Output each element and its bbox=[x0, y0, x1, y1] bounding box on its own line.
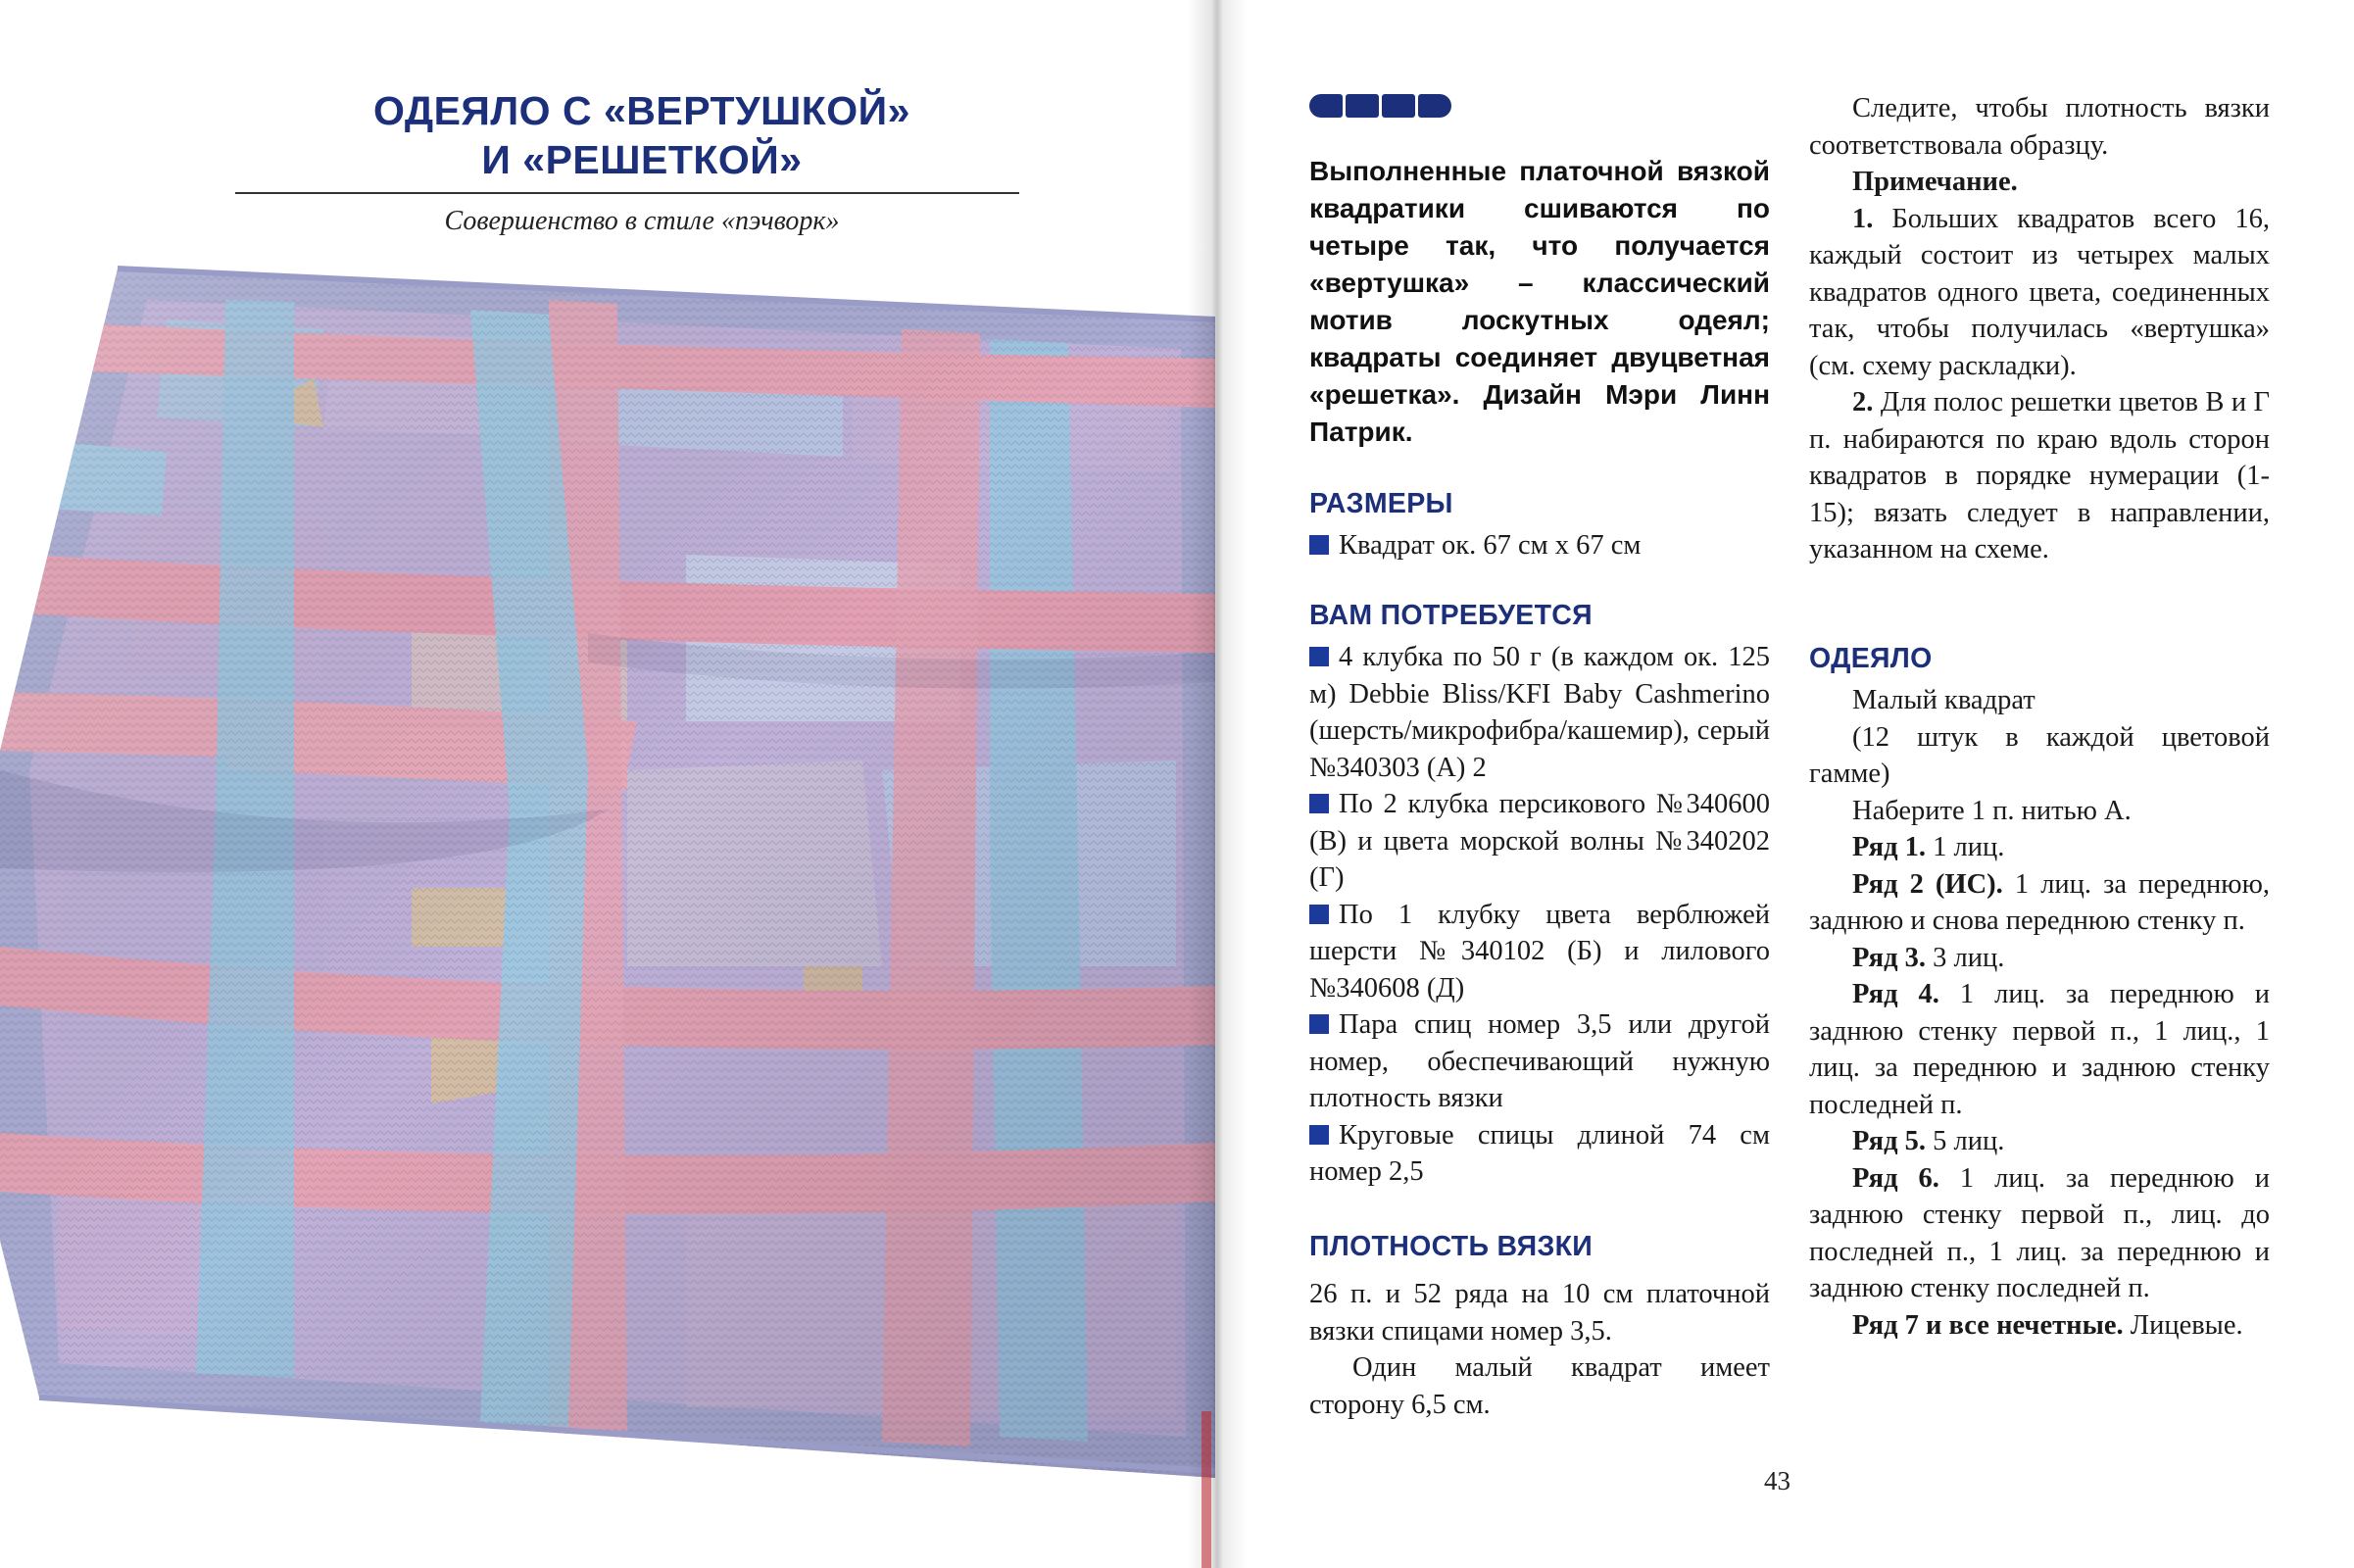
bullet-square-icon bbox=[1309, 647, 1329, 666]
title-rule bbox=[235, 192, 1019, 194]
article-subtitle: Совершенство в стиле «пэчворк» bbox=[444, 206, 840, 236]
gauge-paragraph-1: 26 п. и 52 ряда на 10 см платочной вязки спицами номер 3,5. bbox=[1309, 1279, 1770, 1347]
materials-heading: ВАМ ПОТРЕБУЕТСЯ bbox=[1309, 600, 1593, 631]
row-1: Ряд 1. 1 лиц. bbox=[1852, 832, 2005, 862]
cast-on: Наберите 1 п. нитью А. bbox=[1852, 795, 2132, 826]
gauge-text bbox=[1309, 1276, 1770, 1423]
materials-item-4: Пара спиц номер 3,5 или другой номер, обеспечивающий нужную плотность вязки bbox=[1309, 1009, 1770, 1113]
gauge-paragraph-2: Один малый квадрат имеет сторону 6,5 см. bbox=[1309, 1352, 1770, 1420]
row-5: Ряд 5. 5 лиц. bbox=[1852, 1126, 2005, 1156]
bullet-square-icon bbox=[1309, 1014, 1329, 1034]
row-4: Ряд 4. 1 лиц. за переднюю и заднюю стенку первой п., 1 лиц., 1 лиц. за переднюю и заднюю стенку последней п. bbox=[1809, 979, 2270, 1120]
note-heading: Примечание. bbox=[1852, 167, 2018, 197]
small-square-heading: Малый квадрат bbox=[1852, 685, 2035, 715]
note-1: 1. Больших квадратов всего 16, каждый состоит из четырех малых квадратов одного цвета, соединенных так, чтобы получилась «вертушка» (см. схему раскладки). bbox=[1809, 203, 2271, 381]
sizes-heading: РАЗМЕРЫ bbox=[1309, 488, 1453, 519]
bullet-square-icon bbox=[1309, 794, 1329, 813]
title-line-2: И «РЕШЕТКОЙ» bbox=[481, 137, 803, 182]
sizes-item bbox=[1309, 527, 1770, 564]
materials-item-2: По 2 клубка персикового №340600 (В) и цвета морской волны №340202 (Г) bbox=[1309, 789, 1770, 893]
right-column-top bbox=[1809, 90, 2270, 568]
row-7: Ряд 7 и все нечетные. Лицевые. bbox=[1852, 1309, 2243, 1341]
note-2: 2. Для полос решетки цветов В и Г п. набираются по краю вдоль сторон квадратов в порядке нумерации (1-15); вязать следует в направлении, указанном на схеме. bbox=[1809, 387, 2270, 564]
book-gutter-shadow bbox=[1188, 0, 1247, 1568]
bullet-square-icon bbox=[1309, 535, 1329, 555]
page-number: 43 bbox=[1764, 1466, 1790, 1495]
materials-item-3: По 1 клубку цвета верблюжей шерсти №340102 (Б) и лилового №340608 (Д) bbox=[1309, 899, 1770, 1004]
instructions bbox=[1809, 682, 2270, 1344]
row-3: Ряд 3. 3 лиц. bbox=[1852, 942, 2005, 973]
blanket-heading: ОДЕЯЛО bbox=[1809, 643, 1933, 674]
section-marker bbox=[1309, 94, 1458, 118]
materials-item-5: Круговые спицы длиной 74 см номер 2,5 bbox=[1309, 1119, 1770, 1187]
small-square-note: (12 штук в каждой цветовой гамме) bbox=[1809, 721, 2270, 789]
materials-list bbox=[1309, 639, 1770, 1191]
article-title bbox=[235, 86, 1049, 184]
title-line-1: ОДЕЯЛО С «ВЕРТУШКОЙ» bbox=[373, 88, 910, 133]
bullet-square-icon bbox=[1309, 1125, 1329, 1145]
book-gutter-edge bbox=[1202, 1411, 1211, 1568]
bullet-square-icon bbox=[1309, 905, 1329, 924]
gauge-check: Следите, чтобы плотность вязки соответствовала образцу. bbox=[1809, 93, 2270, 161]
row-6: Ряд 6. 1 лиц. за переднюю и заднюю стенку первой п., лиц. до последней п., 1 лиц. за переднюю и заднюю стенку последней п. bbox=[1809, 1162, 2270, 1303]
blanket-photo bbox=[0, 261, 1215, 1478]
gauge-heading: ПЛОТНОСТЬ ВЯЗКИ bbox=[1309, 1231, 1594, 1262]
row-2: Ряд 2 (ИС). 1 лиц. за переднюю, заднюю и снова переднюю стенку п. bbox=[1809, 868, 2270, 936]
sizes-item-text: Квадрат ок. 67 см х 67 см bbox=[1339, 530, 1642, 561]
lead-paragraph: Выполненные платочной вязкой квадратики сшиваются по четыре так, что получается «вертушка» – классический мотив лоскутных одеял; квадраты соединяет двуцветная «решетка». Дизайн Мэри Линн Патрик. bbox=[1309, 156, 1770, 447]
materials-item-1: 4 клубка по 50 г (в каждом ок. 125 м) Debbie Bliss/KFI Baby Cashmerino (шерсть/микрофибра/кашемир), серый №340303 (А) 2 bbox=[1309, 642, 1770, 783]
